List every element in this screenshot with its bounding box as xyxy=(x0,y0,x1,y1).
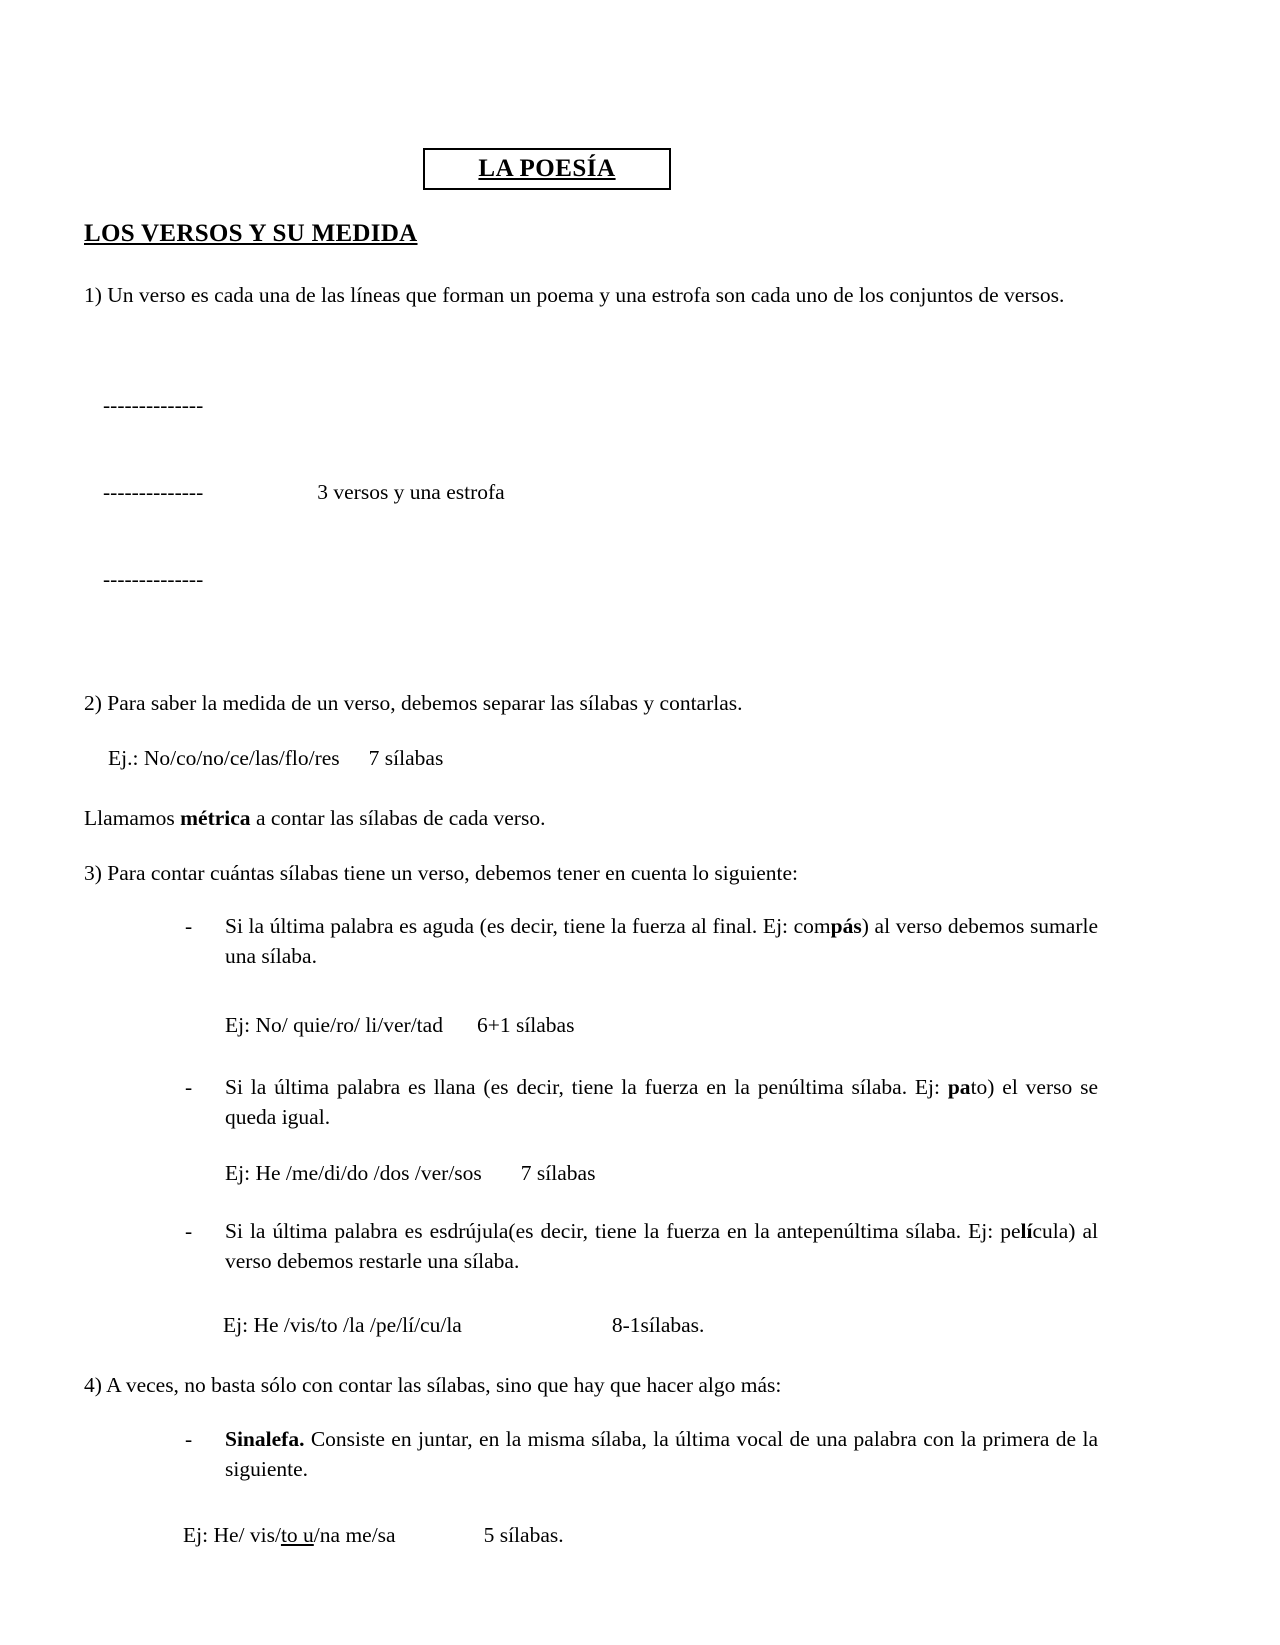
example-count: 5 sílabas. xyxy=(483,1523,564,1547)
bullet-item-esdrujula xyxy=(84,1216,1098,1276)
example-syllables: Ej: He /vis/to /la /pe/lí/cu/la xyxy=(223,1313,462,1337)
paragraph-4: 4) A veces, no basta sólo con contar las sílabas, sino que hay que hacer algo más: xyxy=(84,1373,782,1397)
page-title: LA POESÍA xyxy=(478,155,616,182)
example-line-flores xyxy=(108,743,1098,773)
verse-dash-line-2: -------------- 3 versos y una estrofa xyxy=(103,480,505,504)
title-box xyxy=(423,148,671,190)
verse-diagram xyxy=(103,333,1098,652)
bullet-item-llana xyxy=(84,1072,1098,1132)
verse-dash-line-1: -------------- xyxy=(103,393,204,417)
bullet-dash: - xyxy=(185,914,193,938)
example-line-aguda xyxy=(225,1010,1098,1040)
example-line-esdrujula xyxy=(223,1310,1098,1340)
example-count: 6+1 sílabas xyxy=(476,1013,575,1037)
example-line-sinalefa xyxy=(183,1520,1098,1550)
example-syllables: Ej: He/ vis/to u/na me/sa xyxy=(183,1523,396,1547)
example-count: 8-1sílabas. xyxy=(611,1313,705,1337)
bullet-dash: - xyxy=(185,1219,193,1243)
bullet-item-sinalefa xyxy=(84,1424,1098,1484)
bullet-dash: - xyxy=(185,1427,193,1451)
paragraph-2: 2) Para saber la medida de un verso, debemos separar las sílabas y contarlas. xyxy=(84,691,743,715)
bullet-text: Sinalefa. Consiste en juntar, en la misma sílaba, la última vocal de una palabra con la primera de la siguiente. xyxy=(225,1427,1098,1481)
bullet-item-aguda xyxy=(84,911,1098,971)
example-count: 7 sílabas xyxy=(520,1161,596,1185)
paragraph-1: 1) Un verso es cada una de las líneas que forman un poema y una estrofa son cada uno de los conjuntos de versos. xyxy=(84,283,1065,307)
example-syllables: Ej: He /me/di/do /dos /ver/sos xyxy=(225,1161,482,1185)
bullet-text: Si la última palabra es esdrújula(es decir, tiene la fuerza en la antepenúltima sílaba. Ej: película) al verso debemos restarle una sílaba. xyxy=(225,1219,1098,1273)
verse-note: 3 versos y una estrofa xyxy=(317,480,505,504)
example-count: 7 sílabas xyxy=(368,746,444,770)
bullet-dash: - xyxy=(185,1075,193,1099)
section-heading: LOS VERSOS Y SU MEDIDA xyxy=(84,220,418,247)
example-syllables: Ej.: No/co/no/ce/las/flo/res xyxy=(108,746,340,770)
paragraph-3: 3) Para contar cuántas sílabas tiene un verso, debemos tener en cuenta lo siguiente: xyxy=(84,861,799,885)
bullet-text: Si la última palabra es llana (es decir, tiene la fuerza en la penúltima sílaba. Ej: pato) el verso se queda igual. xyxy=(225,1075,1098,1129)
bullet-text: Si la última palabra es aguda (es decir, tiene la fuerza al final. Ej: compás) al verso debemos sumarle una sílaba. xyxy=(225,914,1099,968)
example-line-llana xyxy=(225,1158,1098,1188)
verse-dash-line-3: -------------- xyxy=(103,567,204,591)
paragraph-metrica: Llamamos métrica a contar las sílabas de cada verso. xyxy=(84,806,546,830)
example-syllables: Ej: No/ quie/ro/ li/ver/tad xyxy=(225,1013,443,1037)
